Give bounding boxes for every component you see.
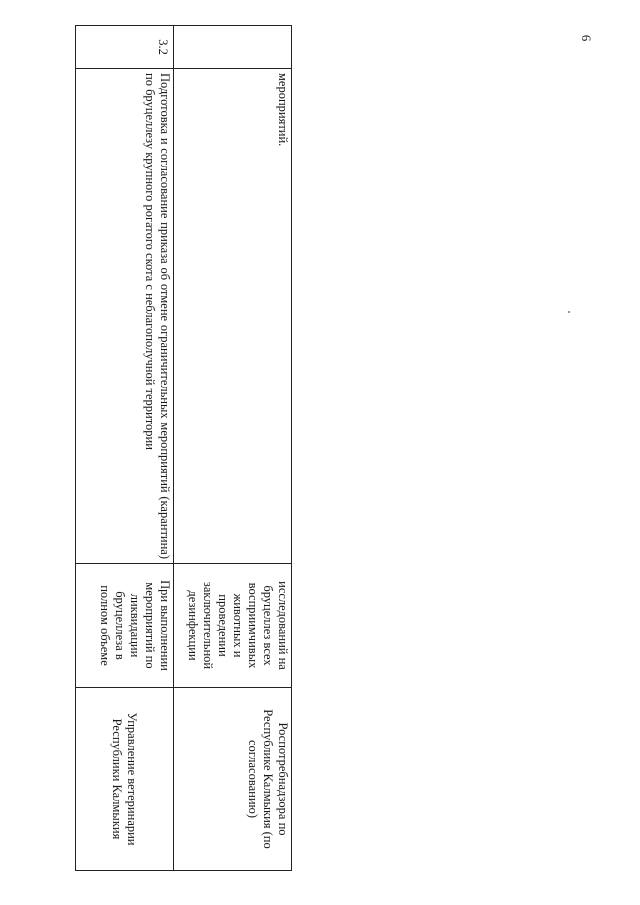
responsible-cell: Управление ветеринарии Республики Калмыкия [76,688,174,871]
deadline-line: дезинфекции [186,590,200,661]
row-number-cell: 3.2 [76,26,174,69]
deadline-line: животных и [231,593,245,658]
measures-table [75,25,292,871]
deadline-line: проведении [216,594,230,657]
table-row [76,26,174,871]
deadline-line: При выполнении [158,580,172,671]
deadline-line: исследований на [276,581,290,670]
row-number-cell [174,26,292,69]
deadline-line: заключительной [201,581,215,670]
deadline-cell [174,564,292,688]
table-row [174,26,292,871]
deadline-line: ликвидации [128,593,142,658]
deadline-cell [76,564,174,688]
deadline-line: мероприятий по [143,582,157,669]
deadline-line: бруцеллеза в [113,591,127,660]
deadline-line: восприимчивых [246,582,260,669]
deadline-line: бруцеллез всех [261,585,275,666]
measure-cell: Подготовка и согласование приказа об отмене ограничительных мероприятий (карантина) по бруцеллезу крупного рогатого скота с неблагополучной территории [76,69,174,564]
rotated-table-container [76,25,292,870]
deadline-line: полном объеме [98,585,112,666]
scan-speck [568,311,570,313]
page-number: 6 [579,34,594,42]
measure-cell: мероприятий. [174,69,292,564]
responsible-cell: Роспотребнадзора по Республике Калмыкия (по согласованию) [174,688,292,871]
